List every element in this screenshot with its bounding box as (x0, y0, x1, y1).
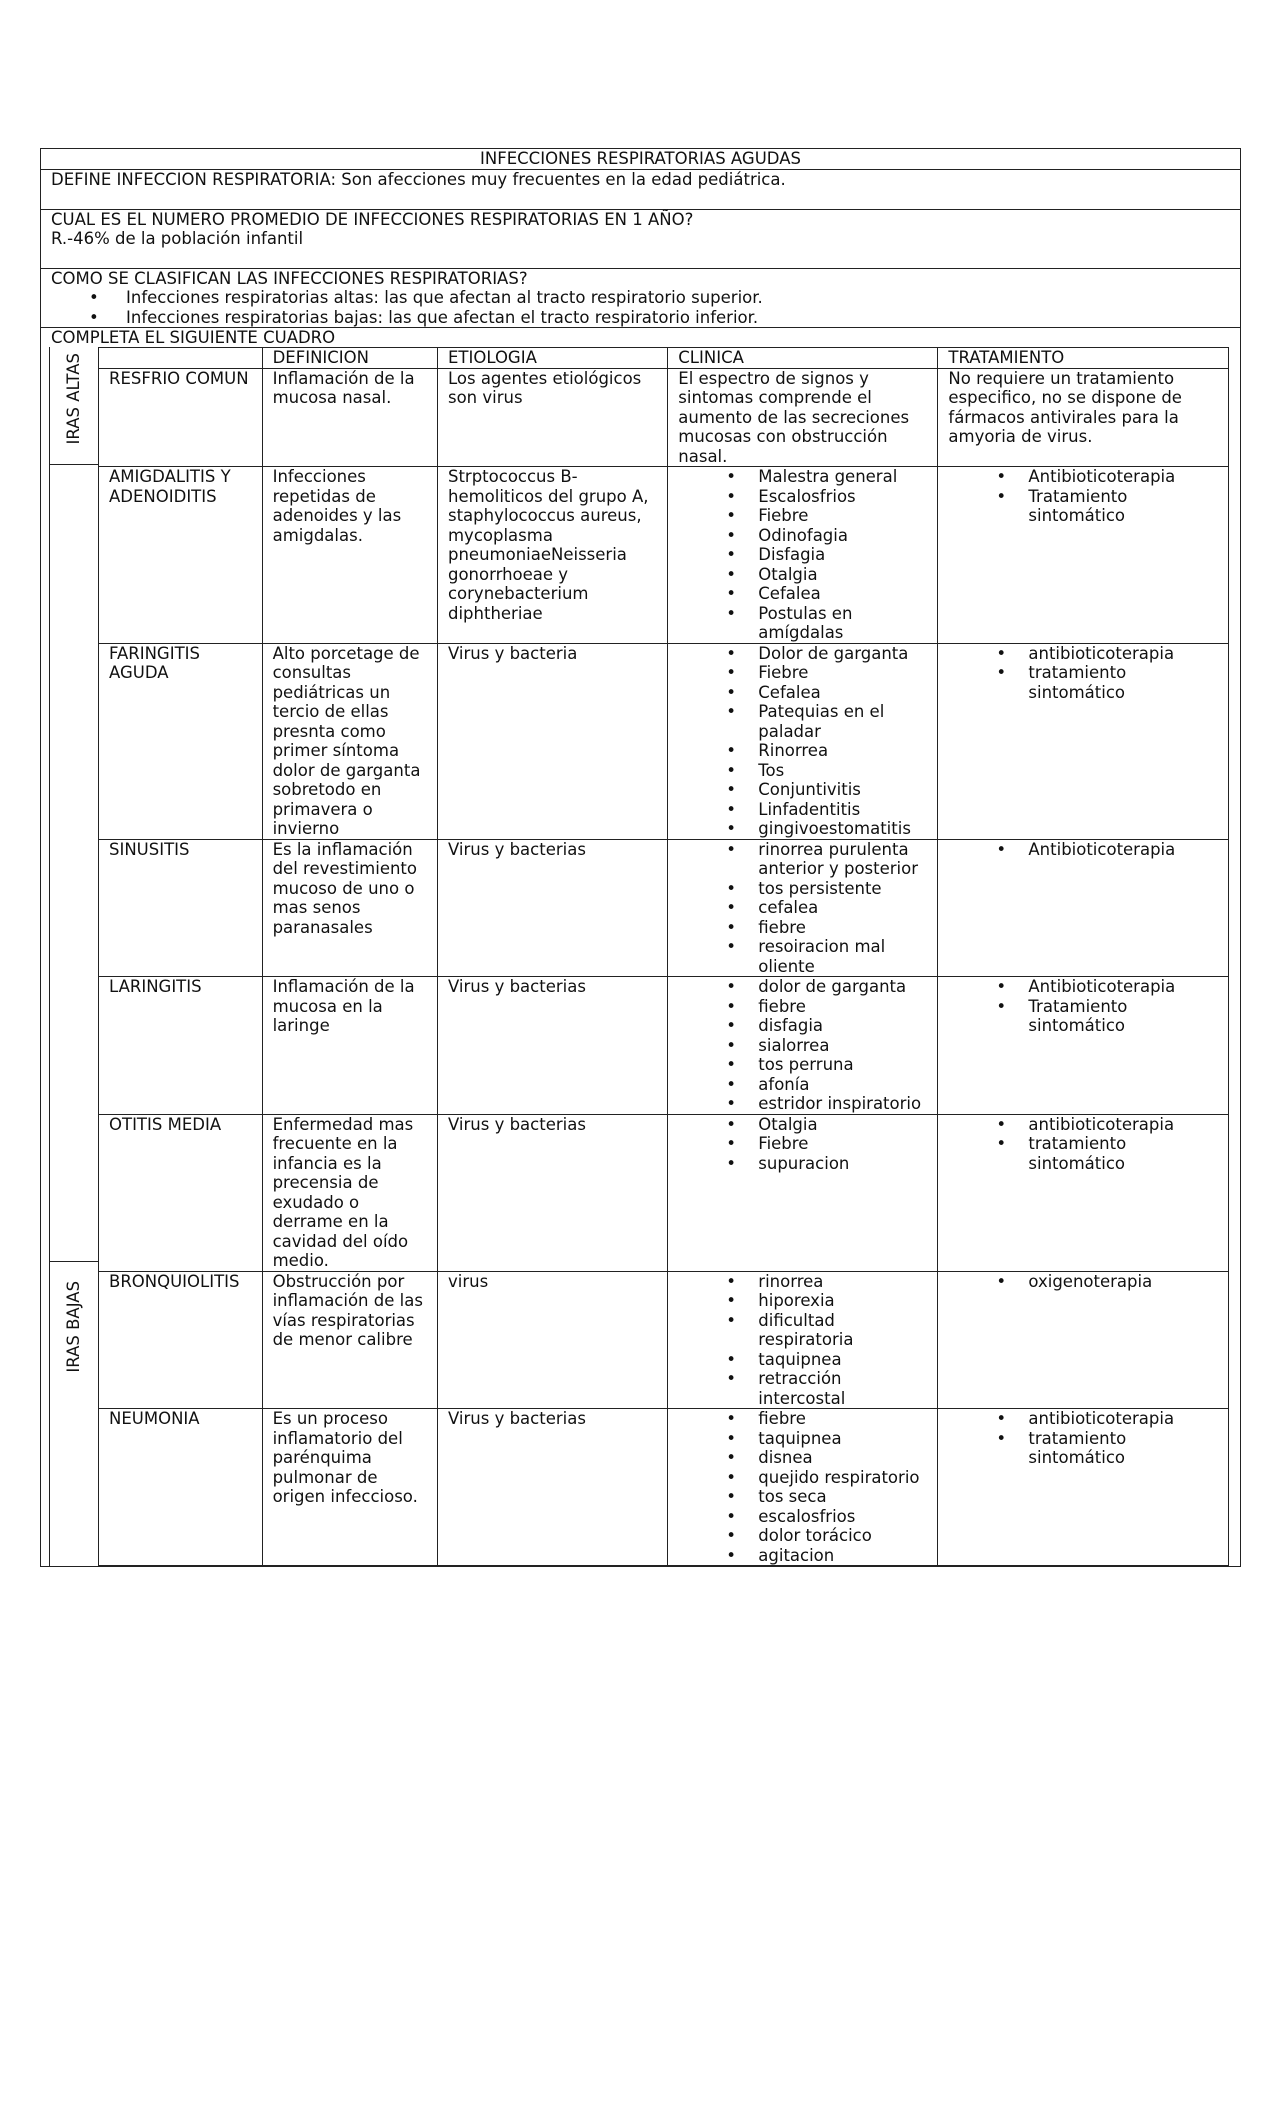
bullet-list (678, 1409, 927, 1565)
average-question: CUAL ES EL NUMERO PROMEDIO DE INFECCIONES RESPIRATORIAS EN 1 AÑO? (51, 209, 694, 229)
treatment-cell (938, 1409, 1229, 1566)
average-section (41, 210, 1240, 269)
list-item: • Cefalea (678, 584, 927, 604)
list-item: • Otalgia (678, 565, 927, 585)
definition-cell: Inflamación de la mucosa en la laringe (262, 977, 437, 1115)
side-cell-bajas (50, 1261, 98, 1566)
average-answer: R.-46% de la población infantil (51, 229, 304, 248)
worksheet (40, 148, 1241, 1567)
treatment-cell (938, 467, 1229, 644)
list-item: • quejido respiratorio (678, 1468, 927, 1488)
clinic-cell (668, 643, 938, 839)
bullet-list (678, 840, 927, 977)
bullet-list (948, 644, 1218, 703)
list-item: • Disfagia (678, 545, 927, 565)
list-item: • disfagia (678, 1016, 927, 1036)
list-item: • Antibioticoterapia (948, 840, 1218, 860)
list-item: • agitacion (678, 1546, 927, 1566)
treatment-cell (938, 1271, 1229, 1409)
etiology-cell: Virus y bacteria (437, 643, 667, 839)
table-row (99, 1409, 1229, 1566)
side-label-altas: IRAS ALTAS (64, 353, 84, 445)
table-row (99, 368, 1229, 467)
list-item: • cefalea (678, 898, 927, 918)
bullet-list (678, 467, 927, 643)
etiology-cell: Virus y bacterias (437, 839, 667, 977)
classification-question: COMO SE CLASIFICAN LAS INFECCIONES RESPIRATORIAS? (51, 268, 528, 288)
list-item: • resoiracion mal oliente (678, 937, 927, 976)
bullet-list (948, 977, 1218, 1036)
list-item: • Malestra general (678, 467, 927, 487)
table-row (99, 1114, 1229, 1271)
list-item: • escalosfrios (678, 1507, 927, 1527)
list-item: • tratamiento sintomático (948, 1134, 1218, 1173)
bullet-list (948, 1272, 1218, 1292)
list-item: • gingivoestomatitis (678, 819, 927, 839)
definition-cell: Es la inflamación del revestimiento mucoso de uno o mas senos paranasales (262, 839, 437, 977)
treatment-cell (938, 1114, 1229, 1271)
treatment-cell: No requiere un tratamiento especifico, no se dispone de fármacos antivirales para la amyoria de virus. (938, 368, 1229, 467)
header-etiologia: ETIOLOGIA (437, 348, 667, 369)
list-item: • disnea (678, 1448, 927, 1468)
list-item: • tratamiento sintomático (948, 1429, 1218, 1468)
list-item: • sialorrea (678, 1036, 927, 1056)
list-item: • Tratamiento sintomático (948, 487, 1218, 526)
clinic-cell (668, 839, 938, 977)
list-item: • Otalgia (678, 1115, 927, 1135)
disease-name: BRONQUIOLITIS (99, 1271, 263, 1409)
document-page (40, 148, 1241, 1567)
etiology-cell: Virus y bacterias (437, 977, 667, 1115)
clinic-cell (668, 1409, 938, 1566)
list-item: • Escalosfrios (678, 487, 927, 507)
list-item: • Odinofagia (678, 526, 927, 546)
disease-name: AMIGDALITIS Y ADENOIDITIS (99, 467, 263, 644)
bullet-list (678, 644, 927, 839)
treatment-cell (938, 643, 1229, 839)
treatment-cell (938, 839, 1229, 977)
list-item: • Patequias en el paladar (678, 702, 927, 741)
list-item: • Rinorrea (678, 741, 927, 761)
list-item: • antibioticoterapia (948, 644, 1218, 664)
etiology-cell: Virus y bacterias (437, 1114, 667, 1271)
list-item: • dolor de garganta (678, 977, 927, 997)
list-item: • retracción intercostal (678, 1369, 927, 1408)
disease-name: RESFRIO COMUN (99, 368, 263, 467)
page-title: INFECCIONES RESPIRATORIAS AGUDAS (41, 149, 1240, 170)
disease-name: SINUSITIS (99, 839, 263, 977)
table-section (41, 328, 1240, 1567)
side-cell-blank (50, 465, 98, 1261)
list-item: • fiebre (678, 997, 927, 1017)
list-item: • Postulas en amígdalas (678, 604, 927, 643)
etiology-cell: Strptococcus B-hemoliticos del grupo A, staphylococcus aureus, mycoplasma pneumoniaeNeisseria gonorrhoeae y corynebacterium diphtheriae (437, 467, 667, 644)
list-item: • supuracion (678, 1154, 927, 1174)
disease-name: LARINGITIS (99, 977, 263, 1115)
list-item: • Tratamiento sintomático (948, 997, 1218, 1036)
bullet-list (948, 467, 1218, 526)
list-item: • taquipnea (678, 1429, 927, 1449)
clinic-cell (668, 467, 938, 644)
disease-name: NEUMONIA (99, 1409, 263, 1566)
list-item: • tos seca (678, 1487, 927, 1507)
header-clinica: CLINICA (668, 348, 938, 369)
classification-section (41, 269, 1240, 328)
disease-name: OTITIS MEDIA (99, 1114, 263, 1271)
disease-name: FARINGITIS AGUDA (99, 643, 263, 839)
list-item: • Conjuntivitis (678, 780, 927, 800)
etiology-cell: virus (437, 1271, 667, 1409)
table-row (99, 977, 1229, 1115)
list-item: • hiporexia (678, 1291, 927, 1311)
table-row (99, 643, 1229, 839)
bullet-list (678, 1115, 927, 1174)
list-item: • antibioticoterapia (948, 1409, 1218, 1429)
header-blank (99, 348, 263, 369)
list-item: • Fiebre (678, 506, 927, 526)
list-item: • rinorrea (678, 1272, 927, 1292)
list-item: • rinorrea purulenta anterior y posterior (678, 840, 927, 879)
clinic-cell (668, 977, 938, 1115)
definition-cell: Obstrucción por inflamación de las vías respiratorias de menor calibre (262, 1271, 437, 1409)
etiology-cell: Virus y bacterias (437, 1409, 667, 1566)
list-item: • tos perruna (678, 1055, 927, 1075)
definition-cell: Alto porcetage de consultas pediátricas un tercio de ellas presnta como primer síntoma dolor de garganta sobretodo en primavera o invierno (262, 643, 437, 839)
list-item: • fiebre (678, 1409, 927, 1429)
list-item: • tos persistente (678, 879, 927, 899)
bullet-list (678, 1272, 927, 1409)
list-item: • Cefalea (678, 683, 927, 703)
list-item: • dolor torácico (678, 1526, 927, 1546)
table-header-row (99, 348, 1229, 369)
list-item: • tratamiento sintomático (948, 663, 1218, 702)
bullet-list (948, 840, 1218, 860)
list-item: • fiebre (678, 918, 927, 938)
header-definicion: DEFINICION (262, 348, 437, 369)
list-item: • estridor inspiratorio (678, 1094, 927, 1114)
side-cell-altas (50, 347, 98, 465)
list-item: • antibioticoterapia (948, 1115, 1218, 1135)
list-item: • Tos (678, 761, 927, 781)
definition-text: DEFINE INFECCION RESPIRATORIA: Son afecciones muy frecuentes en la edad pediátrica. (51, 169, 786, 189)
header-tratamiento: TRATAMIENTO (938, 348, 1229, 369)
table-instruction: COMPLETA EL SIGUIENTE CUADRO (51, 327, 336, 347)
list-item: • Fiebre (678, 663, 927, 683)
list-item: • Dolor de garganta (678, 644, 927, 664)
treatment-cell (938, 977, 1229, 1115)
list-item: • afonía (678, 1075, 927, 1095)
side-label-bajas: IRAS BAJAS (64, 1280, 84, 1373)
clinic-cell (668, 1114, 938, 1271)
disease-table (98, 347, 1229, 1566)
list-item: • Antibioticoterapia (948, 977, 1218, 997)
side-labels (49, 347, 98, 1566)
table-row (99, 1271, 1229, 1409)
classification-item: • Infecciones respiratorias altas: las que afectan al tracto respiratorio superior. (51, 288, 1230, 308)
etiology-cell: Los agentes etiológicos son virus (437, 368, 667, 467)
bullet-list (948, 1409, 1218, 1468)
list-item: • Fiebre (678, 1134, 927, 1154)
definition-cell: Inflamación de la mucosa nasal. (262, 368, 437, 467)
definition-cell: Enfermedad mas frecuente en la infancia es la precensia de exudado o derrame en la cavidad del oído medio. (262, 1114, 437, 1271)
table-wrap (41, 347, 1240, 1566)
list-item: • Linfadentitis (678, 800, 927, 820)
bullet-list (948, 1115, 1218, 1174)
list-item: • oxigenoterapia (948, 1272, 1218, 1292)
clinic-cell (668, 1271, 938, 1409)
table-row (99, 467, 1229, 644)
bullet-list (678, 977, 927, 1114)
definition-cell: Infecciones repetidas de adenoides y las amigdalas. (262, 467, 437, 644)
table-row (99, 839, 1229, 977)
classification-item: • Infecciones respiratorias bajas: las que afectan el tracto respiratorio inferior. (51, 308, 1230, 328)
clinic-cell: El espectro de signos y sintomas comprende el aumento de las secreciones mucosas con obstrucción nasal. (668, 368, 938, 467)
definition-section (41, 170, 1240, 210)
classification-list (51, 288, 1230, 327)
list-item: • Antibioticoterapia (948, 467, 1218, 487)
definition-cell: Es un proceso inflamatorio del parénquima pulmonar de origen infeccioso. (262, 1409, 437, 1566)
list-item: • dificultad respiratoria (678, 1311, 927, 1350)
list-item: • taquipnea (678, 1350, 927, 1370)
